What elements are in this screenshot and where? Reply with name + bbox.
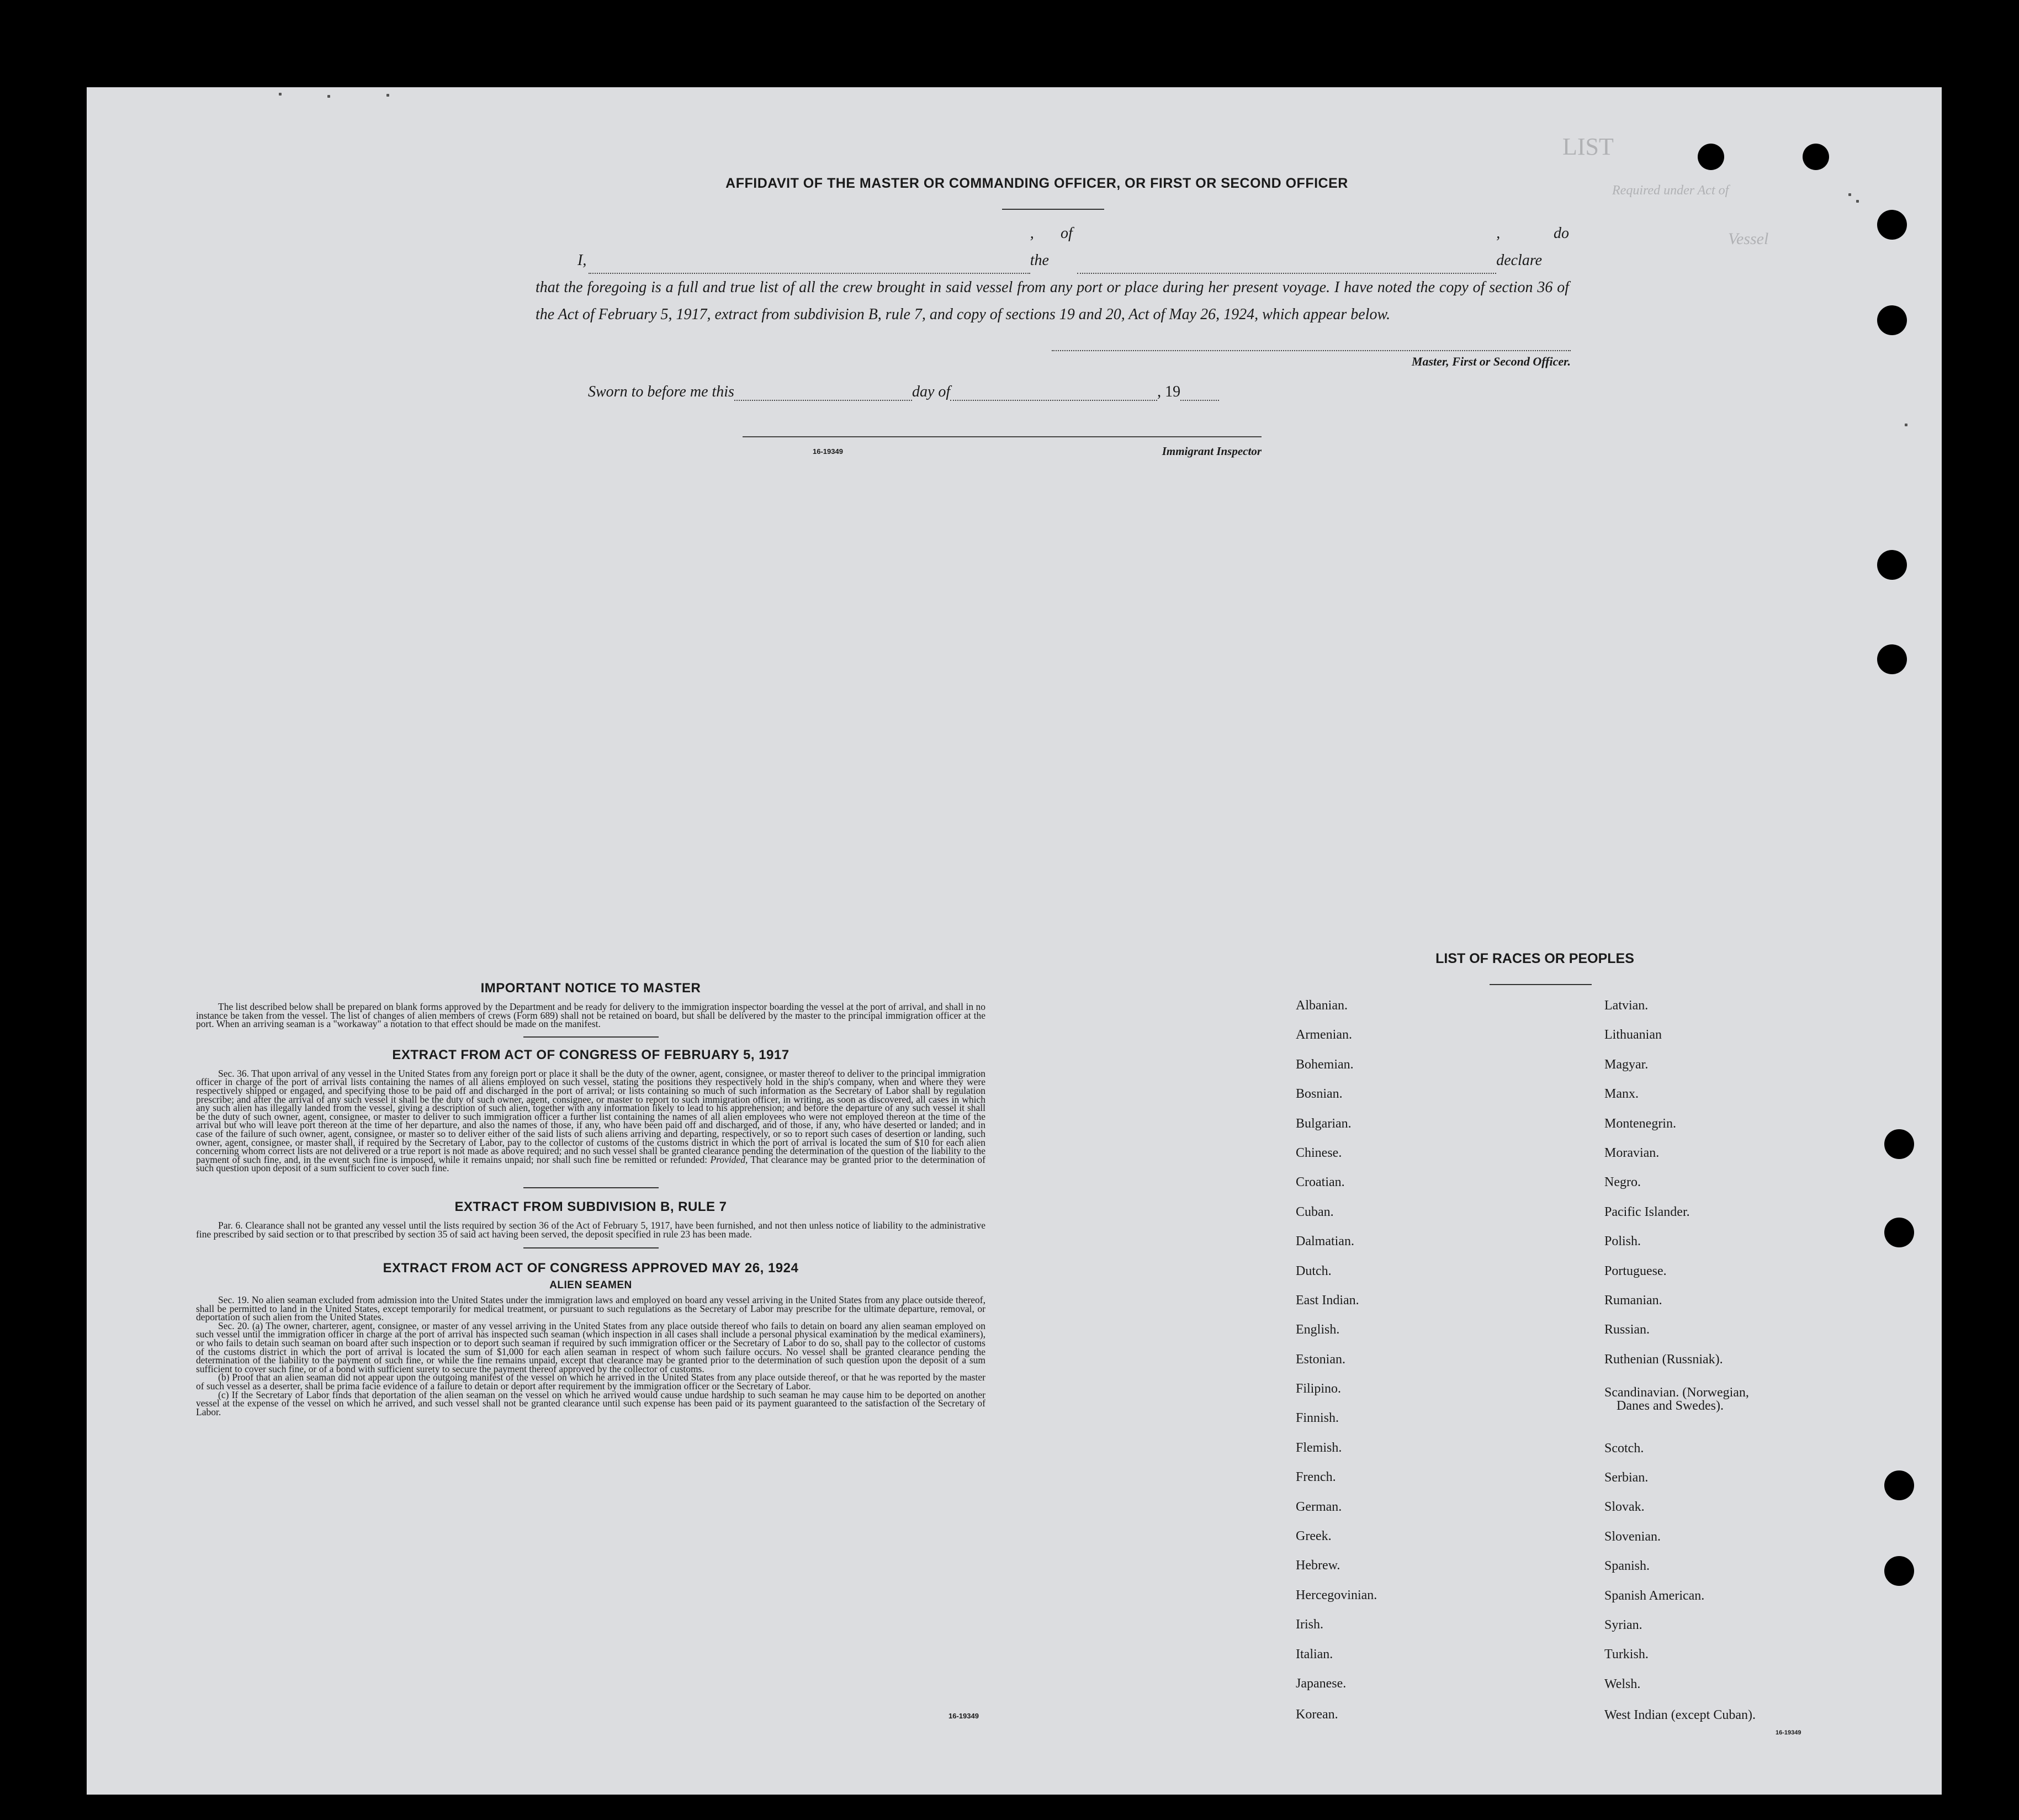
sec20c-body: (c) If the Secretary of Labor finds that deportation of the alien seaman on the vessel on which he arrived would cause undue hardship to such seaman he may cause him to be deported on another vessel at the expense of the vessel on which he arrived, and such vessel shall not be granted clearance until such expense has been paid or its payment guaranteed to the satisfaction of the Secretary of Labor.	[196, 1389, 985, 1417]
sworn-month-blank[interactable]	[950, 388, 1157, 401]
affidavit-of-the-label: , of the	[1030, 225, 1073, 269]
punch-hole	[1877, 210, 1907, 240]
affidavit-text	[536, 220, 1569, 328]
extract-1917-body-b: That clearance may be granted prior to the determination of such question upon deposit of a sum sufficient to cover such fine.	[196, 1154, 986, 1174]
rule7-title: EXTRACT FROM SUBDIVISION B, RULE 7	[454, 1199, 727, 1214]
sec19-body: Sec. 19. No alien seaman excluded from admission into the United States under the immigration laws and employed on board any vessel arriving in the United States from any place outside thereof, shall be permitted to land in the United States, except temporarily for medical treatment, or pursuant to such regulations as the Secretary of Labor may prescribe for the ultimate departure, removal, or deportation of such alien from the United States.	[196, 1294, 985, 1323]
race-item: Moravian.	[1604, 1145, 1660, 1160]
legal-column	[196, 981, 985, 1416]
race-item: Rumanian.	[1604, 1293, 1662, 1308]
title-rule	[1002, 209, 1104, 210]
race-item: West Indian (except Cuban).	[1604, 1707, 1756, 1722]
race-item: Scotch.	[1604, 1441, 1644, 1456]
affidavit-form-number: 16-19349	[813, 447, 843, 456]
race-item-continuation: Danes and Swedes).	[1617, 1398, 1724, 1413]
race-item: Albanian.	[1296, 998, 1348, 1013]
scan-speck	[386, 94, 389, 97]
race-item: Slovenian.	[1604, 1529, 1661, 1544]
notice-body: The list described below shall be prepared on blank forms approved by the Department and be ready for delivery to the immigration inspector boarding the vessel at the port of arrival, and shall in no instance be taken from the vessel. The list of changes of alien members of crews (Form 689) shall not be retained on board, but shall be delivered by the master to the principal immigration officer at the port. When an arriving seaman is a "workaway" a notation to that effect should be made on the manifest.	[196, 1001, 985, 1030]
punch-hole	[1884, 1470, 1914, 1500]
sworn-day-of-label: day of	[912, 383, 951, 400]
extract-1917-proviso: Provided,	[710, 1154, 748, 1165]
race-item: Bohemian.	[1296, 1057, 1354, 1072]
race-item: Spanish American.	[1604, 1588, 1705, 1603]
sworn-line	[588, 383, 1273, 401]
race-item: Ruthenian (Russniak).	[1604, 1352, 1723, 1367]
race-item: Montenegrin.	[1604, 1116, 1676, 1131]
sworn-year-label: , 19	[1157, 383, 1181, 400]
punch-hole	[1877, 550, 1907, 580]
race-item: Croatian.	[1296, 1175, 1345, 1190]
race-item: Cuban.	[1296, 1204, 1334, 1219]
race-item: Pacific Islander.	[1604, 1204, 1690, 1219]
scan-speck	[279, 93, 282, 96]
section-rule	[523, 1187, 659, 1188]
race-item: Finnish.	[1296, 1411, 1339, 1426]
race-item: Spanish.	[1604, 1559, 1650, 1574]
race-item: Irish.	[1296, 1617, 1323, 1632]
race-item: East Indian.	[1296, 1293, 1359, 1308]
race-item: Slovak.	[1604, 1500, 1645, 1515]
scan-speck	[1848, 193, 1851, 196]
race-item: Russian.	[1604, 1322, 1650, 1337]
sworn-prefix: Sworn to before me this	[588, 383, 734, 400]
scan-speck	[327, 95, 330, 98]
race-item: Estonian.	[1296, 1352, 1345, 1367]
sworn-day-blank[interactable]	[734, 388, 912, 401]
race-item-multiline	[1604, 1386, 1869, 1440]
race-item: Lithuanian	[1604, 1028, 1662, 1043]
race-item: Hebrew.	[1296, 1558, 1340, 1573]
vessel-blank[interactable]	[1077, 261, 1496, 274]
sec20a-body: Sec. 20. (a) The owner, charterer, agent, consignee, or master of any vessel arriving in the United States from any place outside thereof who fails to detain on board any alien seaman employed on such vessel until the immigration officer in charge at the port of arrival has inspected such seaman (which inspection in all cases shall include a personal physical examination by the medical examiners), or who fails to detain such seaman on board after such inspection or to deport such seaman if required by such immigration officer or the Secretary of Labor to do so, shall pay to the collector of customs of the customs district in which the port of arrival is located the sum of $1,000 for each alien seaman in respect of whom such failure occurs. No vessel shall be granted clearance pending the determination of the liability to the payment of such fine, or while the fine remains unpaid, except that clearance may be granted prior to the determination of such question upon the deposit of a sum sufficient to cover such fine, or of a bond with sufficient surety to secure the payment thereof approved by the collector of customs.	[196, 1320, 985, 1374]
punch-hole	[1698, 144, 1724, 170]
race-item: Dutch.	[1296, 1263, 1332, 1278]
punch-hole	[1803, 144, 1829, 170]
race-item: Korean.	[1296, 1707, 1338, 1722]
bleed-through-vessel: Vessel	[1728, 230, 1769, 248]
race-item: Dalmatian.	[1296, 1234, 1354, 1249]
race-item: Filipino.	[1296, 1382, 1342, 1396]
extract-1924-subtitle: ALIEN SEAMEN	[549, 1279, 632, 1292]
race-item: Chinese.	[1296, 1145, 1342, 1160]
races-title: LIST OF RACES OR PEOPLES	[1435, 951, 1634, 966]
punch-hole	[1884, 1129, 1914, 1159]
affidavit-declare-label: , do declare	[1496, 225, 1570, 269]
race-item: Polish.	[1604, 1234, 1641, 1249]
race-item: Turkish.	[1604, 1647, 1649, 1662]
extract-form-number: 16-19349	[948, 1712, 979, 1720]
race-item: Serbian.	[1604, 1470, 1649, 1485]
extract-1917-title: EXTRACT FROM ACT OF CONGRESS OF FEBRUARY 5, 1917	[392, 1047, 789, 1062]
name-blank[interactable]	[589, 261, 1030, 274]
affidavit-body: that the foregoing is a full and true list of all the crew brought in said vessel from any port or place during her present voyage. I have noted the copy of section 36 of the Act of February 5, 1917, extract from subdivision B, rule 7, and copy of sections 19 and 20, Act of May 26, 1924, which appear below.	[536, 279, 1569, 323]
race-item: Flemish.	[1296, 1440, 1342, 1455]
affidavit-i-label: I,	[577, 252, 587, 269]
rule7-body: Par. 6. Clearance shall not be granted any vessel until the lists required by section 36 of the Act of February 5, 1917, have been furnished, and not then unless notice of liability to the administrative fine prescribed by said section or to that prescribed by section 35 of said act having been served, the deposit specified in rule 23 has been made.	[196, 1219, 985, 1240]
race-item: Armenian.	[1296, 1028, 1352, 1043]
race-item: Hercegovinian.	[1296, 1588, 1377, 1602]
race-item: Manx.	[1604, 1087, 1639, 1102]
extract-1924-title: EXTRACT FROM ACT OF CONGRESS APPROVED MAY 26, 1924	[383, 1261, 799, 1276]
master-signature-line[interactable]	[1052, 350, 1571, 351]
sworn-year-blank[interactable]	[1180, 388, 1219, 401]
affidavit-title: AFFIDAVIT OF THE MASTER OR COMMANDING OFFICER, OR FIRST OR SECOND OFFICER	[725, 176, 1348, 191]
scan-speck	[1905, 424, 1907, 426]
scan-speck	[1856, 200, 1859, 203]
race-item: Portuguese.	[1604, 1263, 1667, 1278]
punch-hole	[1884, 1556, 1914, 1586]
extract-1917-body	[196, 1067, 986, 1174]
race-item: Bulgarian.	[1296, 1116, 1352, 1131]
notice-title: IMPORTANT NOTICE TO MASTER	[480, 981, 701, 996]
races-right-column	[1604, 997, 1869, 1723]
bleed-through-required: Required under Act of	[1612, 183, 1729, 198]
race-item: French.	[1296, 1470, 1336, 1485]
race-item: Negro.	[1604, 1175, 1641, 1190]
race-item: Greek.	[1296, 1529, 1332, 1544]
sec20b-body: (b) Proof that an alien seaman did not appear upon the outgoing manifest of the vessel on which he arrived in the United States from any place outside thereof, or that he was reported by the master of such vessel as a deserter, shall be prima facie evidence of a failure to detain or deport after requirement by the immigration officer or the Secretary of Labor.	[196, 1372, 985, 1392]
punch-hole	[1877, 644, 1907, 674]
bleed-through-list: LIST	[1562, 133, 1614, 160]
race-item: Welsh.	[1604, 1676, 1641, 1691]
master-signature-caption: Master, First or Second Officer.	[1411, 355, 1571, 368]
race-item: Italian.	[1296, 1647, 1333, 1662]
race-item: Latvian.	[1604, 998, 1649, 1013]
race-item: Bosnian.	[1296, 1087, 1343, 1102]
race-item: English.	[1296, 1322, 1340, 1337]
section-rule	[523, 1247, 659, 1248]
punch-hole	[1877, 305, 1907, 335]
races-title-rule	[1490, 984, 1592, 985]
race-item: Japanese.	[1296, 1676, 1347, 1691]
race-item: German.	[1296, 1499, 1342, 1514]
race-item: Syrian.	[1604, 1618, 1642, 1633]
race-item: Scandinavian. (Norwegian,	[1604, 1385, 1749, 1400]
extract-1917-body-a: Sec. 36. That upon arrival of any vessel in the United States from any foreign port or place it shall be the duty of the owner, agent, consignee, or master thereof to deliver to the principal immigration officer in charge of the port of arrival lists containing the names of all aliens employed on such vessel, stating the positions they respectively hold in the ship's company, when and where they were respectively shipped or engaged, and specifying those to be paid off and discharged in the port of arrival; or lists containing so much of such information as the Secretary of Labor shall by regulation prescribe; and after the arrival of any such vessel it shall be the duty of such owner, agent, consignee, or master to report to such immigration officer, in writing, as soon as discovered, all cases in which any such alien has illegally landed from the vessel, giving a description of such alien, together with any information likely to lead to his apprehension; and before the departure of any such vessel it shall be the duty of such owner, agent, consignee, or master to deliver to such immigration officer a further list containing the names of all alien employees who were not employed thereon at the time of the arrival but who will leave port thereon at the time of her departure, and also the names of those, if any, who have been paid off and discharged, and of those, if any, who have deserted or landed; and in case of the failure of such owner, agent, consignee, or master so to deliver either of the said lists of such aliens arriving and departing, respectively, or so to report such cases of desertion or landing, such owner, agent, consignee, or master shall, if required by the Secretary of Labor, pay to the collector of customs of the customs district in which the port of arrival is located the sum of $10 for each alien concerning whom correct lists are not delivered or a true report is not made as above required; and no such vessel shall be granted clearance pending the determination of the question of the liability to the payment of such fine, and, in the event such fine is imposed, while it remains unpaid; nor shall such fine be remitted or refunded:	[196, 1067, 985, 1165]
races-left-column	[1296, 997, 1572, 1736]
section-rule	[523, 1036, 659, 1038]
races-form-number: 16-19349	[1776, 1729, 1801, 1736]
race-item: Magyar.	[1604, 1057, 1649, 1072]
inspector-signature-line[interactable]	[743, 436, 1262, 437]
punch-hole	[1884, 1218, 1914, 1247]
inspector-caption: Immigrant Inspector	[1162, 445, 1262, 458]
